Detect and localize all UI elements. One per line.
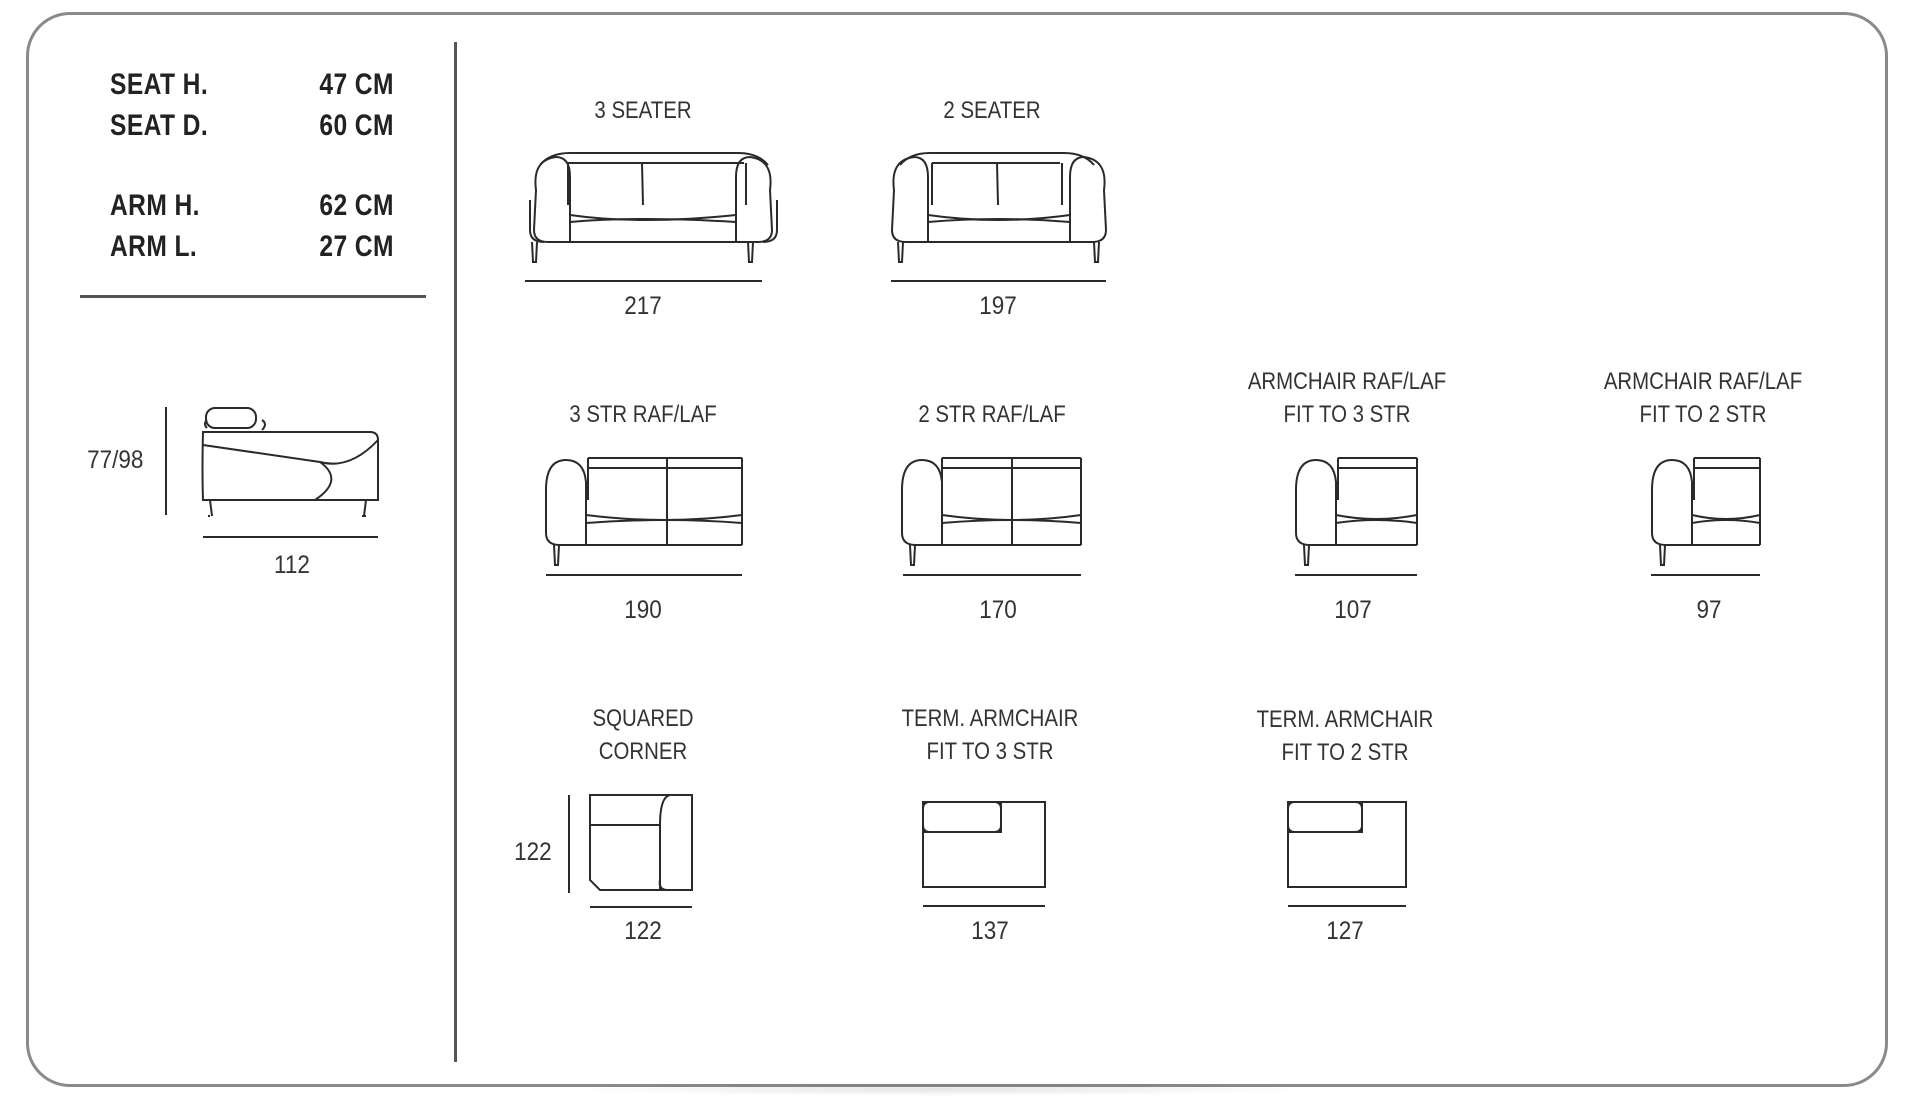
arm-length-label: ARM L. bbox=[110, 230, 198, 263]
seat-depth-label: SEAT D. bbox=[110, 109, 209, 142]
seat-height-label: SEAT H. bbox=[110, 68, 209, 101]
width-armchair-fit-3: 107 bbox=[1334, 596, 1372, 624]
arm-length-value: 27 CM bbox=[319, 230, 394, 263]
width-3-seater: 217 bbox=[624, 292, 662, 320]
width-term-armchair-fit-3: 137 bbox=[971, 917, 1009, 945]
seat-height-value: 47 CM bbox=[319, 68, 394, 101]
drawing-2-str-raf-laf bbox=[902, 458, 1081, 575]
depth-squared-corner: 122 bbox=[514, 838, 552, 866]
item-title-squared-corner: SQUARED CORNER bbox=[592, 705, 694, 765]
drawing-term-armchair-fit-3 bbox=[923, 802, 1045, 906]
item-title-2-seater: 2 SEATER bbox=[943, 97, 1041, 124]
side-view-height: 77/98 bbox=[87, 446, 144, 474]
side-view-drawing bbox=[166, 407, 378, 537]
item-title-armchair-fit-2: ARMCHAIR RAF/LAF FIT TO 2 STR bbox=[1603, 368, 1803, 428]
drawing-3-seater bbox=[525, 153, 777, 281]
drawing-3-str-raf-laf bbox=[546, 458, 742, 575]
item-title-term-armchair-fit-2: TERM. ARMCHAIR FIT TO 2 STR bbox=[1256, 706, 1434, 766]
width-2-seater: 197 bbox=[979, 292, 1017, 320]
item-title-armchair-fit-3: ARMCHAIR RAF/LAF FIT TO 3 STR bbox=[1247, 368, 1447, 428]
arm-height-label: ARM H. bbox=[110, 189, 200, 222]
width-term-armchair-fit-2: 127 bbox=[1326, 917, 1364, 945]
arm-height-value: 62 CM bbox=[319, 189, 394, 222]
bottom-shadow bbox=[560, 1082, 1320, 1096]
width-2-str-raf-laf: 170 bbox=[979, 596, 1017, 624]
drawing-squared-corner bbox=[569, 795, 692, 907]
seat-depth-value: 60 CM bbox=[319, 109, 394, 142]
item-title-2-str-raf-laf: 2 STR RAF/LAF bbox=[918, 401, 1066, 428]
drawing-armchair-fit-2 bbox=[1651, 458, 1760, 575]
drawing-term-armchair-fit-2 bbox=[1288, 802, 1406, 906]
side-view-depth: 112 bbox=[274, 551, 310, 579]
drawing-2-seater bbox=[891, 153, 1106, 281]
item-title-3-str-raf-laf: 3 STR RAF/LAF bbox=[569, 401, 717, 428]
width-3-str-raf-laf: 190 bbox=[624, 596, 662, 624]
item-title-3-seater: 3 SEATER bbox=[594, 97, 692, 124]
width-squared-corner: 122 bbox=[624, 917, 662, 945]
width-armchair-fit-2: 97 bbox=[1696, 596, 1722, 624]
drawing-armchair-fit-3 bbox=[1295, 458, 1417, 575]
item-title-term-armchair-fit-3: TERM. ARMCHAIR FIT TO 3 STR bbox=[901, 705, 1079, 765]
